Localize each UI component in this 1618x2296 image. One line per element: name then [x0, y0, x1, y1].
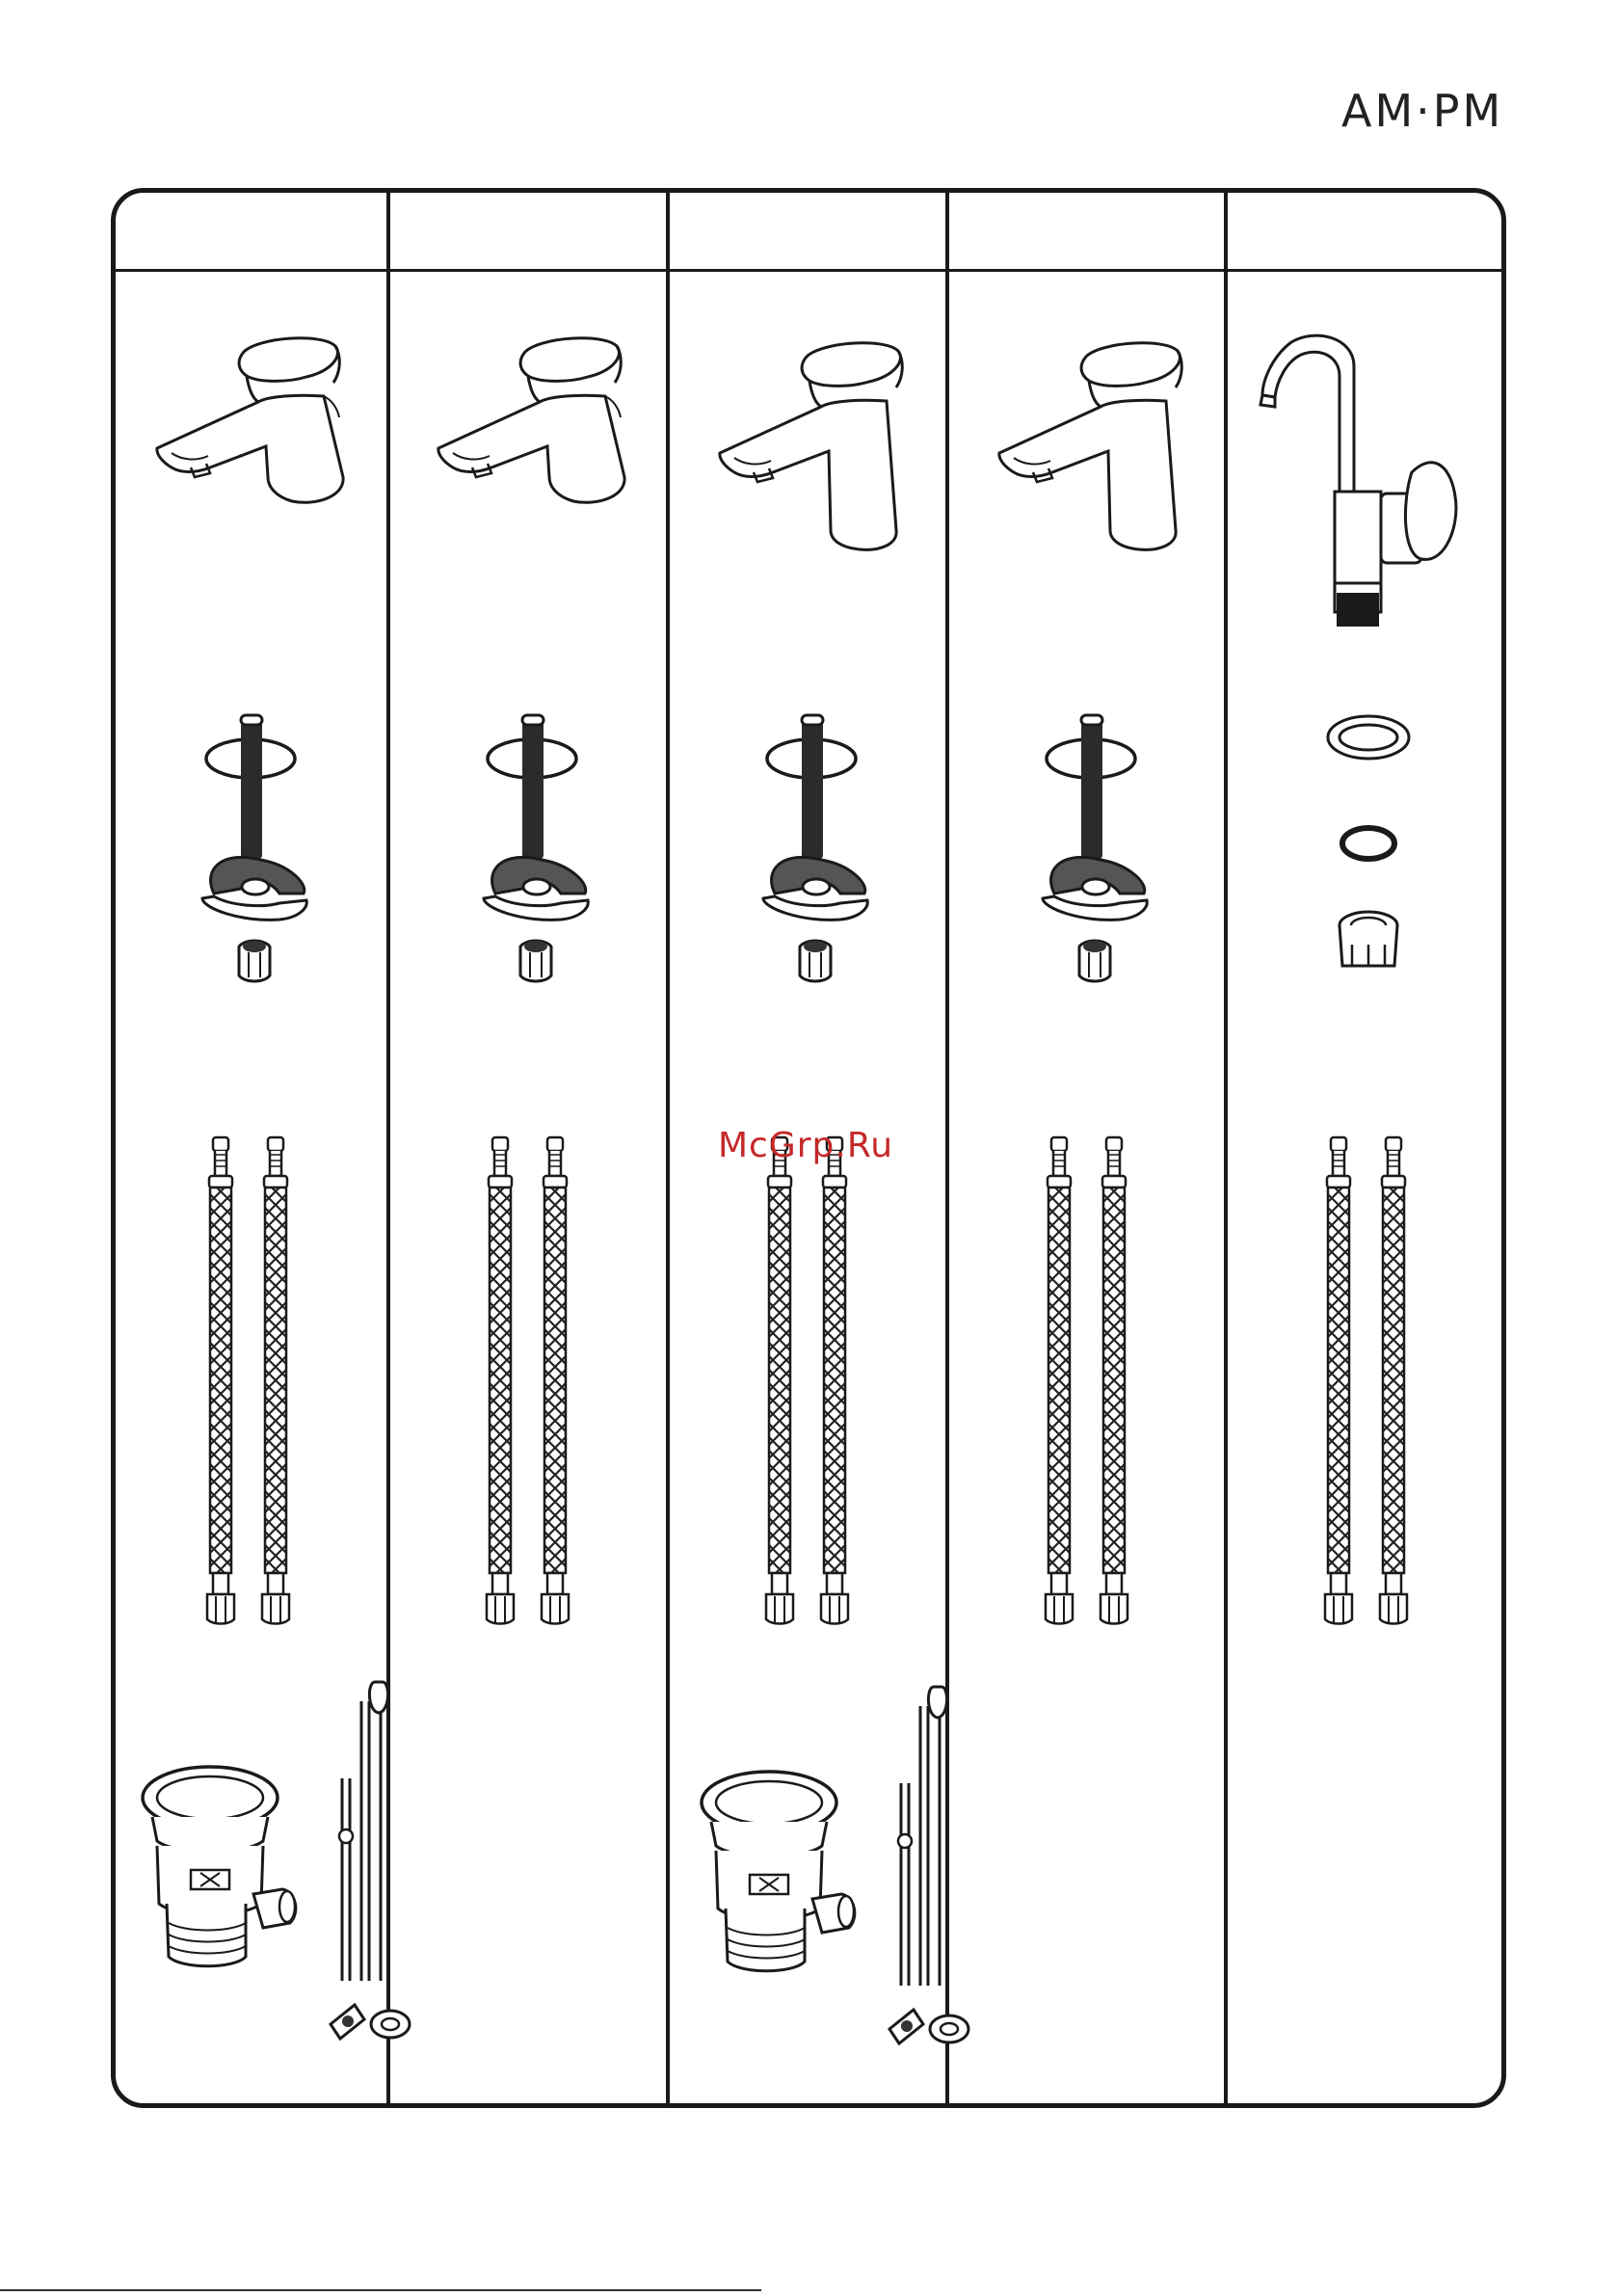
pop-up-waste-set-drawing	[138, 1682, 417, 2048]
brand-logo: AM·PM	[1341, 85, 1504, 137]
column-heading-1	[120, 198, 381, 265]
column-heading-2	[395, 198, 660, 265]
mounting-kit-drawing	[484, 715, 592, 1004]
column-heading-4	[954, 198, 1219, 265]
mounting-kit-drawing	[1043, 715, 1151, 1004]
mounting-kit-drawing	[763, 715, 871, 1004]
flexible-hose-drawing	[1046, 1137, 1078, 1631]
flexible-hose-drawing	[821, 1137, 854, 1631]
flexible-hose-drawing	[207, 1137, 240, 1631]
basin-mixer-short-drawing	[434, 333, 636, 525]
flexible-hose-drawing	[766, 1137, 799, 1631]
footer-rule	[0, 2289, 761, 2291]
flexible-hose-drawing	[1380, 1137, 1413, 1631]
basin-mixer-short-drawing	[152, 333, 355, 525]
basin-mixer-tall-drawing	[995, 337, 1197, 559]
flexible-hose-drawing	[262, 1137, 295, 1631]
washer-ring-nut-set-drawing	[1325, 713, 1421, 1002]
flexible-hose-drawing	[487, 1137, 519, 1631]
basin-mixer-tall-drawing	[715, 337, 917, 559]
watermark-text: McGrp.Ru	[718, 1126, 894, 1165]
mounting-kit-drawing	[202, 715, 310, 1004]
column-divider	[666, 191, 670, 2105]
flexible-hose-drawing	[1325, 1137, 1358, 1631]
column-heading-3	[675, 198, 940, 265]
flexible-hose-drawing	[542, 1137, 574, 1631]
swivel-spout-mixer-drawing	[1258, 328, 1489, 636]
column-heading-5	[1233, 198, 1494, 265]
pop-up-waste-set-drawing	[697, 1687, 976, 2053]
column-divider	[1224, 191, 1228, 2105]
table-header-divider	[116, 269, 1501, 272]
flexible-hose-drawing	[1101, 1137, 1133, 1631]
